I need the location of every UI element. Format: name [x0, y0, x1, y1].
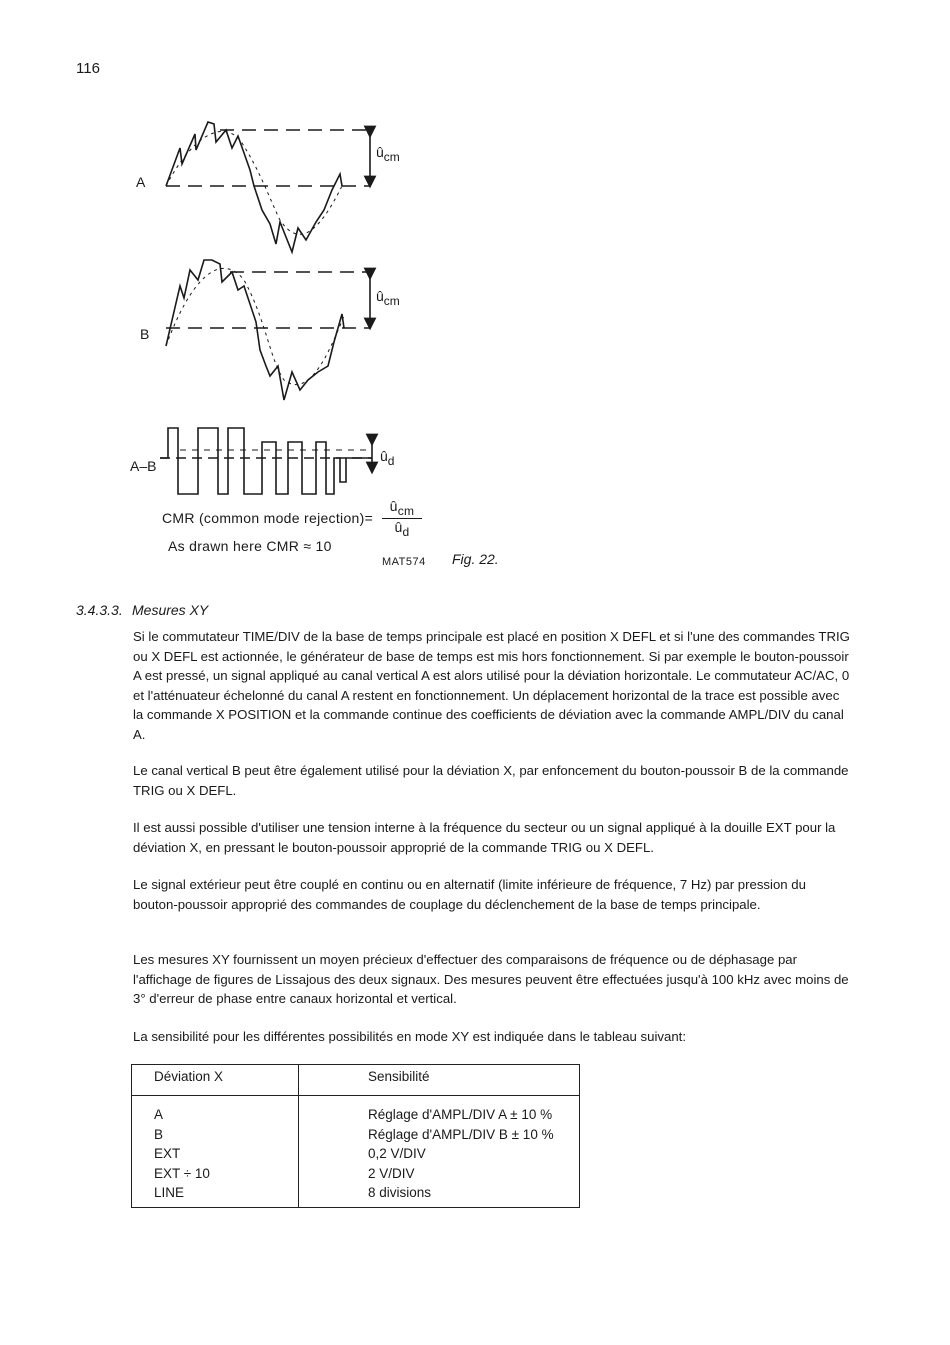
table-cell: Réglage d'AMPL/DIV A ± 10 %: [368, 1107, 553, 1122]
paragraph-table-intro: La sensibilité pour les différentes possibilités en mode XY est indiquée dans le tableau suivant:: [133, 1029, 687, 1044]
table-header-sensitivity: Sensibilité: [368, 1069, 430, 1084]
fraction-numerator: $û_{cm}$: [382, 498, 422, 519]
ucm-label-b: $û_{cm}$: [376, 288, 400, 308]
section-number: 3.4.3.3.: [76, 602, 123, 618]
table-column-sensitivity: [368, 1105, 554, 1203]
paragraph-channel-b: Le canal vertical B peut être également utilisé pour la déviation X, par enfoncement du bouton-poussoir B de la commande TRIG ou X DEFL.: [133, 763, 849, 798]
waveform-a-minus-b: [160, 428, 372, 494]
table-cell: A: [154, 1107, 164, 1122]
figure-code: MAT574: [382, 556, 426, 568]
table-cell: 0,2 V/DIV: [368, 1146, 426, 1161]
table-header-deviation: Déviation X: [154, 1069, 224, 1084]
ud-label: $û_d$: [380, 448, 395, 468]
table-cell: LINE: [154, 1185, 185, 1200]
table-header-divider: [132, 1095, 579, 1096]
table-column-divider: [298, 1065, 299, 1207]
drawn-here-text: As drawn here CMR ≈ 10: [168, 538, 332, 554]
sensitivity-table: [131, 1064, 580, 1208]
table-cell: B: [154, 1126, 164, 1142]
waveform-a: [166, 122, 370, 252]
figure-caption: Fig. 22.: [452, 551, 499, 567]
table-cell: 8 divisions: [368, 1185, 432, 1200]
table-cell: 2 V/DIV: [368, 1165, 415, 1181]
paragraph-line-ext: Il est aussi possible d'utiliser une tension interne à la fréquence du secteur ou un signal appliqué à la douille EXT pour la déviation X, en pressant le bouton-poussoir approprié de la commande TRIG ou X DEFL.: [133, 820, 836, 855]
section-title: Mesures XY: [132, 602, 209, 618]
cmr-fraction: [382, 498, 422, 539]
waveform-b: [166, 260, 370, 400]
table-column-deviation: [154, 1105, 210, 1203]
figure-22: [120, 110, 440, 570]
label-b: B: [140, 326, 150, 342]
page-number: 116: [76, 60, 100, 77]
fraction-denominator: $û_d$: [394, 518, 410, 539]
label-a: A: [136, 174, 146, 190]
ucm-label-a: $û_{cm}$: [376, 144, 400, 164]
table-cell: EXT: [154, 1146, 181, 1161]
table-cell: EXT ÷ 10: [154, 1165, 210, 1181]
paragraph-lissajous: Les mesures XY fournissent un moyen précieux d'effectuer des comparaisons de fréquence ou de déphasage par l'affichage de figures de Lissajous des deux signaux. Des mesures peuvent être effectuées jusqu'à 100 kHz avec moins de 3° d'erreur de phase entre canaux horizontal et vertical.: [133, 952, 849, 1006]
cmr-text: CMR (common mode rejection)=: [162, 510, 374, 526]
label-a-minus-b: A–B: [130, 458, 157, 474]
paragraph-xy-intro: Si le commutateur TIME/DIV de la base de temps principale est placé en position X DEFL et si l'une des commandes TRIG ou X DEFL est actionnée, le générateur de base de temps est mis hors fonctionnement. Si par exemple le bouton-poussoir A est pressé, un signal appliqué au canal vertical A est alors utilisé pour la déviation horizontale. Le commutateur AC/AC, 0 et l'atténuateur échelonné du canal A restent en fonctionnement. Un déplacement horizontal de la trace est possible avec la commande X POSITION et la commande continue des coefficients de déviation avec la commande AMPL/DIV du canal A.: [133, 629, 850, 742]
table-cell: Réglage d'AMPL/DIV B ± 10 %: [368, 1126, 554, 1142]
paragraph-coupling: Le signal extérieur peut être couplé en continu ou en alternatif (limite inférieure de fréquence, 7 Hz) par pression du bouton-poussoir approprié des commandes de couplage du déclenchement de la base de temps principale.: [133, 877, 806, 912]
